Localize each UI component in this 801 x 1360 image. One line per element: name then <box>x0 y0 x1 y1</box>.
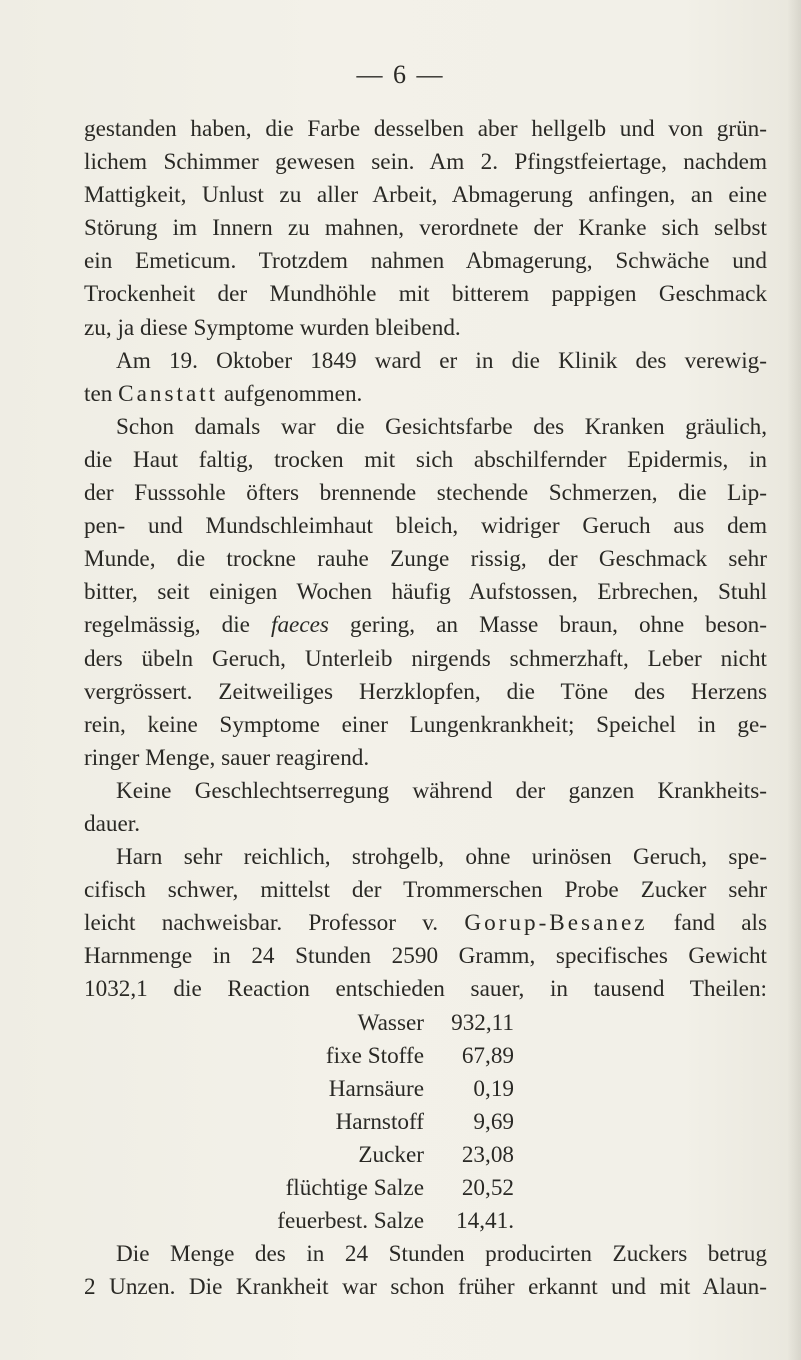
table-value: 932,11 <box>451 1009 514 1036</box>
text-line: Die Menge des in 24 Stunden producirten Zuckers betrug <box>116 1241 767 1268</box>
text-line: Störung im Innern zu mahnen, verordnete der Kranke sich selbst <box>84 215 767 242</box>
text-line: rein, keine Symptome einer Lungenkrankheit; Speichel in ge- <box>84 711 767 738</box>
text-line: Am 19. Oktober 1849 ward er in die Klinik des verewig- <box>116 347 767 374</box>
table-label: Wasser <box>357 1009 424 1036</box>
text-line: vergrössert. Zeitweiliges Herzklopfen, die Töne des Herzens <box>84 678 767 705</box>
text-line: gestanden haben, die Farbe desselben aber hellgelb und von grün- <box>84 116 767 142</box>
page-number: — 6 — <box>356 60 445 89</box>
text-line: pen- und Mundschleimhaut bleich, widriger Geruch aus dem <box>84 513 767 540</box>
text-line: zu, ja diese Symptome wurden bleibend. <box>84 314 461 341</box>
text-line <box>84 907 767 940</box>
text-line: Schon damals war die Gesichtsfarbe des Kranken gräulich, <box>116 413 767 440</box>
text-segment: ten <box>84 380 119 407</box>
text-line <box>84 609 767 642</box>
table-row <box>84 1007 767 1040</box>
text-line: ein Emeticum. Trotzdem nahmen Abmagerung, Schwäche und <box>84 248 767 275</box>
table-value: 0,19 <box>473 1075 514 1102</box>
text-line: die Haut faltig, trocken mit sich abschilfernder Epidermis, in <box>84 446 767 473</box>
text-segment: regelmässig, die <box>84 612 272 639</box>
person-name: Gorup-Besanez <box>464 910 648 937</box>
text-line: der Fusssohle öfters brennende stechende Schmerzen, die Lip- <box>84 480 767 507</box>
text-line: 2 Unzen. Die Krankheit war schon früher erkannt und mit Alaun- <box>84 1274 767 1301</box>
table-label: flüchtige Salze <box>285 1175 424 1201</box>
text-line: Trockenheit der Mundhöhle mit bitterem pappigen Geschmack <box>84 281 767 308</box>
table-value: 23,08 <box>461 1141 514 1168</box>
table-value: 9,69 <box>473 1108 514 1135</box>
table-label: Harnstoff <box>335 1108 424 1135</box>
table-label: Zucker <box>358 1141 424 1168</box>
text-segment: fand als <box>647 910 767 937</box>
text-line <box>84 378 767 411</box>
table-label: feuerbest. Salze <box>277 1208 424 1235</box>
text-line: Munde, die trockne rauhe Zunge rissig, der Geschmack sehr <box>84 546 767 573</box>
text-segment: aufgenommen. <box>218 380 363 407</box>
text-line: Harnmenge in 24 Stunden 2590 Gramm, specifisches Gewicht <box>84 943 767 970</box>
text-line: dauer. <box>84 810 141 837</box>
table-value: 67,89 <box>461 1042 514 1069</box>
table-value: 20,52 <box>461 1175 514 1201</box>
table-row <box>84 1172 767 1205</box>
text-line: Harn sehr reichlich, strohgelb, ohne urinösen Geruch, spe- <box>116 844 767 871</box>
text-line: cifisch schwer, mittelst der Trommerschen Probe Zucker sehr <box>84 877 767 904</box>
body-text <box>84 113 767 1304</box>
table-label: Harnsäure <box>328 1075 424 1102</box>
text-segment: gering, an Masse braun, ohne beson- <box>328 612 767 639</box>
table-row <box>84 1205 767 1238</box>
text-segment: leicht nachweisbar. Professor v. <box>84 910 465 937</box>
text-line: Keine Geschlechtserregung während der ganzen Krankheits- <box>116 777 767 804</box>
text-line: lichem Schimmer gewesen sein. Am 2. Pfingstfeiertage, nachdem <box>84 149 767 176</box>
text-line: ders übeln Geruch, Unterleib nirgends schmerzhaft, Leber nicht <box>84 645 767 672</box>
table-row <box>84 1073 767 1106</box>
table-label: fixe Stoffe <box>325 1042 424 1069</box>
page-edge-shadow <box>787 0 801 1360</box>
text-line: ringer Menge, sauer reagirend. <box>84 744 370 771</box>
table-row <box>84 1139 767 1172</box>
text-line: bitter, seit einigen Wochen häufig Aufstossen, Erbrechen, Stuhl <box>84 579 767 606</box>
table-row <box>84 1106 767 1139</box>
person-name: Canstatt <box>118 380 219 407</box>
table-value: 14,41. <box>456 1208 514 1235</box>
italic-term: faeces <box>271 612 329 639</box>
urine-composition-table <box>84 1007 767 1239</box>
text-line: 1032,1 die Reaction entschieden sauer, in tausend Theilen: <box>84 976 767 1003</box>
table-row <box>84 1040 767 1073</box>
text-line: Mattigkeit, Unlust zu aller Arbeit, Abmagerung anfingen, an eine <box>84 182 767 209</box>
